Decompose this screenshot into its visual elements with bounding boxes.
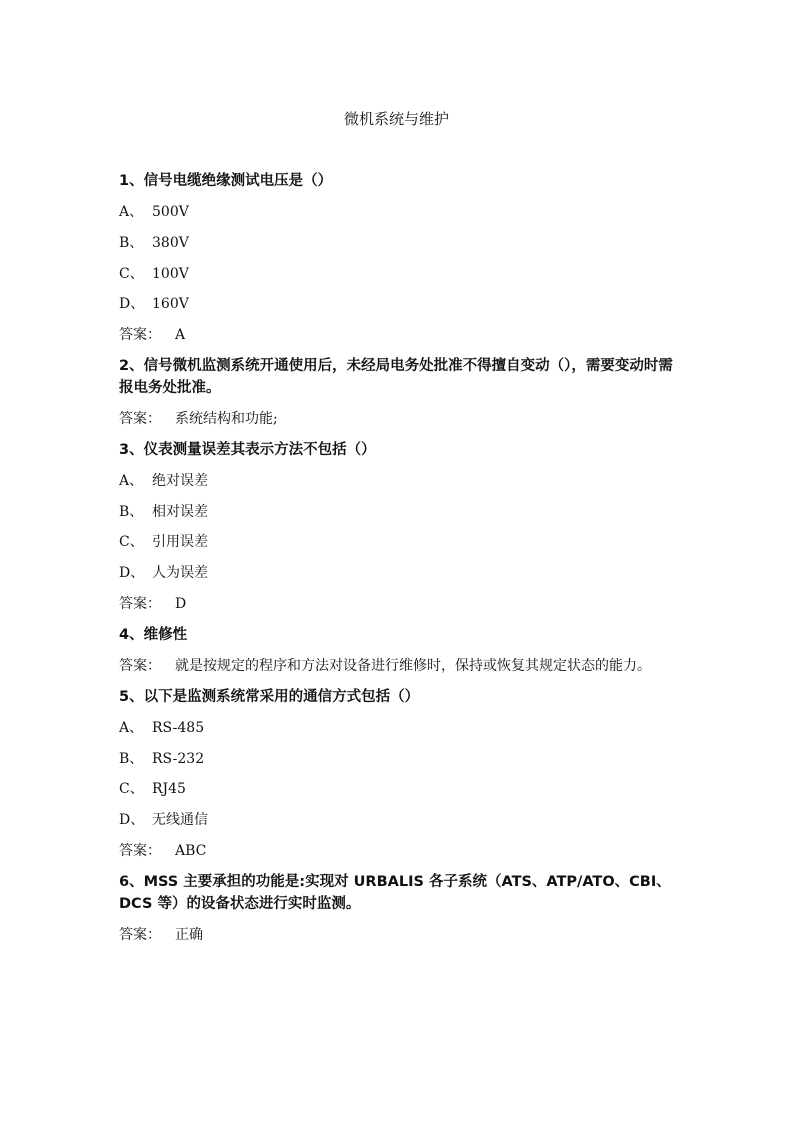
answer-line <box>119 924 679 946</box>
option-prefix: A、 <box>119 719 144 736</box>
answer-label: 答案： <box>119 595 161 612</box>
option-text: 相对误差 <box>152 503 208 520</box>
option-prefix: C、 <box>119 265 144 282</box>
option-text: RS-232 <box>152 750 205 767</box>
answer-label: 答案： <box>119 842 161 859</box>
option-text: 500V <box>152 204 189 220</box>
option-d <box>119 293 679 315</box>
answer-value: 正确 <box>175 926 203 943</box>
option-text: 160V <box>152 296 189 313</box>
option-prefix: B、 <box>119 234 144 251</box>
question-text: 2、信号微机监测系统开通使用后，未经局电务处批准不得擅自变动（），需要变动时需报电务处批准。 <box>119 357 673 396</box>
answer-line <box>119 324 679 346</box>
answer-value: A <box>175 327 186 344</box>
answer-label: 答案： <box>119 926 161 943</box>
option-prefix: B、 <box>119 503 144 520</box>
document-title: 微机系统与维护 <box>343 110 449 128</box>
option-text: 绝对误差 <box>152 472 208 489</box>
question-1 <box>119 170 679 346</box>
question-3 <box>119 439 679 615</box>
answer-line <box>119 655 679 677</box>
option-text: RJ45 <box>152 781 186 798</box>
answer-value: ABC <box>175 842 207 859</box>
option-prefix: A、 <box>119 204 144 220</box>
option-prefix: C、 <box>119 781 144 798</box>
option-d <box>119 809 679 831</box>
option-text: 100V <box>152 265 189 282</box>
answer-label: 答案： <box>119 327 161 344</box>
option-prefix: A、 <box>119 472 144 489</box>
question-2 <box>119 355 679 430</box>
option-c <box>119 263 679 285</box>
answer-label: 答案： <box>119 410 161 427</box>
option-text: 380V <box>152 234 189 251</box>
option-b <box>119 501 679 523</box>
option-text: 引用误差 <box>152 534 208 551</box>
question-4 <box>119 624 679 677</box>
question-list <box>119 170 679 955</box>
question-text: 1、信号电缆绝缘测试电压是（） <box>119 173 333 189</box>
option-prefix: D、 <box>119 812 145 829</box>
answer-line <box>119 840 679 862</box>
question-5 <box>119 686 679 862</box>
question-text: 5、以下是监测系统常采用的通信方式包括（） <box>119 688 420 705</box>
option-a <box>119 717 679 739</box>
question-6 <box>119 871 679 946</box>
option-a <box>119 201 679 223</box>
option-prefix: D、 <box>119 565 145 582</box>
option-prefix: C、 <box>119 534 144 551</box>
option-c <box>119 778 679 800</box>
answer-value: 就是按规定的程序和方法对设备进行维修时，保持或恢复其规定状态的能力。 <box>175 657 651 674</box>
option-text: RS-485 <box>152 719 205 736</box>
question-text: 6、MSS 主要承担的功能是:实现对 URBALIS 各子系统（ATS、ATP/ATO、CBI、DCS 等）的设备状态进行实时监测。 <box>119 873 671 912</box>
option-a <box>119 470 679 492</box>
option-prefix: B、 <box>119 750 144 767</box>
question-text: 3、仪表测量误差其表示方法不包括（） <box>119 441 376 458</box>
question-text: 4、维修性 <box>119 626 188 643</box>
option-d <box>119 562 679 584</box>
option-prefix: D、 <box>119 296 145 313</box>
answer-label: 答案： <box>119 657 161 674</box>
answer-value: D <box>175 595 187 612</box>
answer-value: 系统结构和功能; <box>175 410 278 427</box>
option-b <box>119 232 679 254</box>
option-text: 无线通信 <box>152 812 208 829</box>
answer-line <box>119 408 679 430</box>
answer-line <box>119 593 679 615</box>
option-b <box>119 748 679 770</box>
option-text: 人为误差 <box>152 565 208 582</box>
option-c <box>119 531 679 553</box>
